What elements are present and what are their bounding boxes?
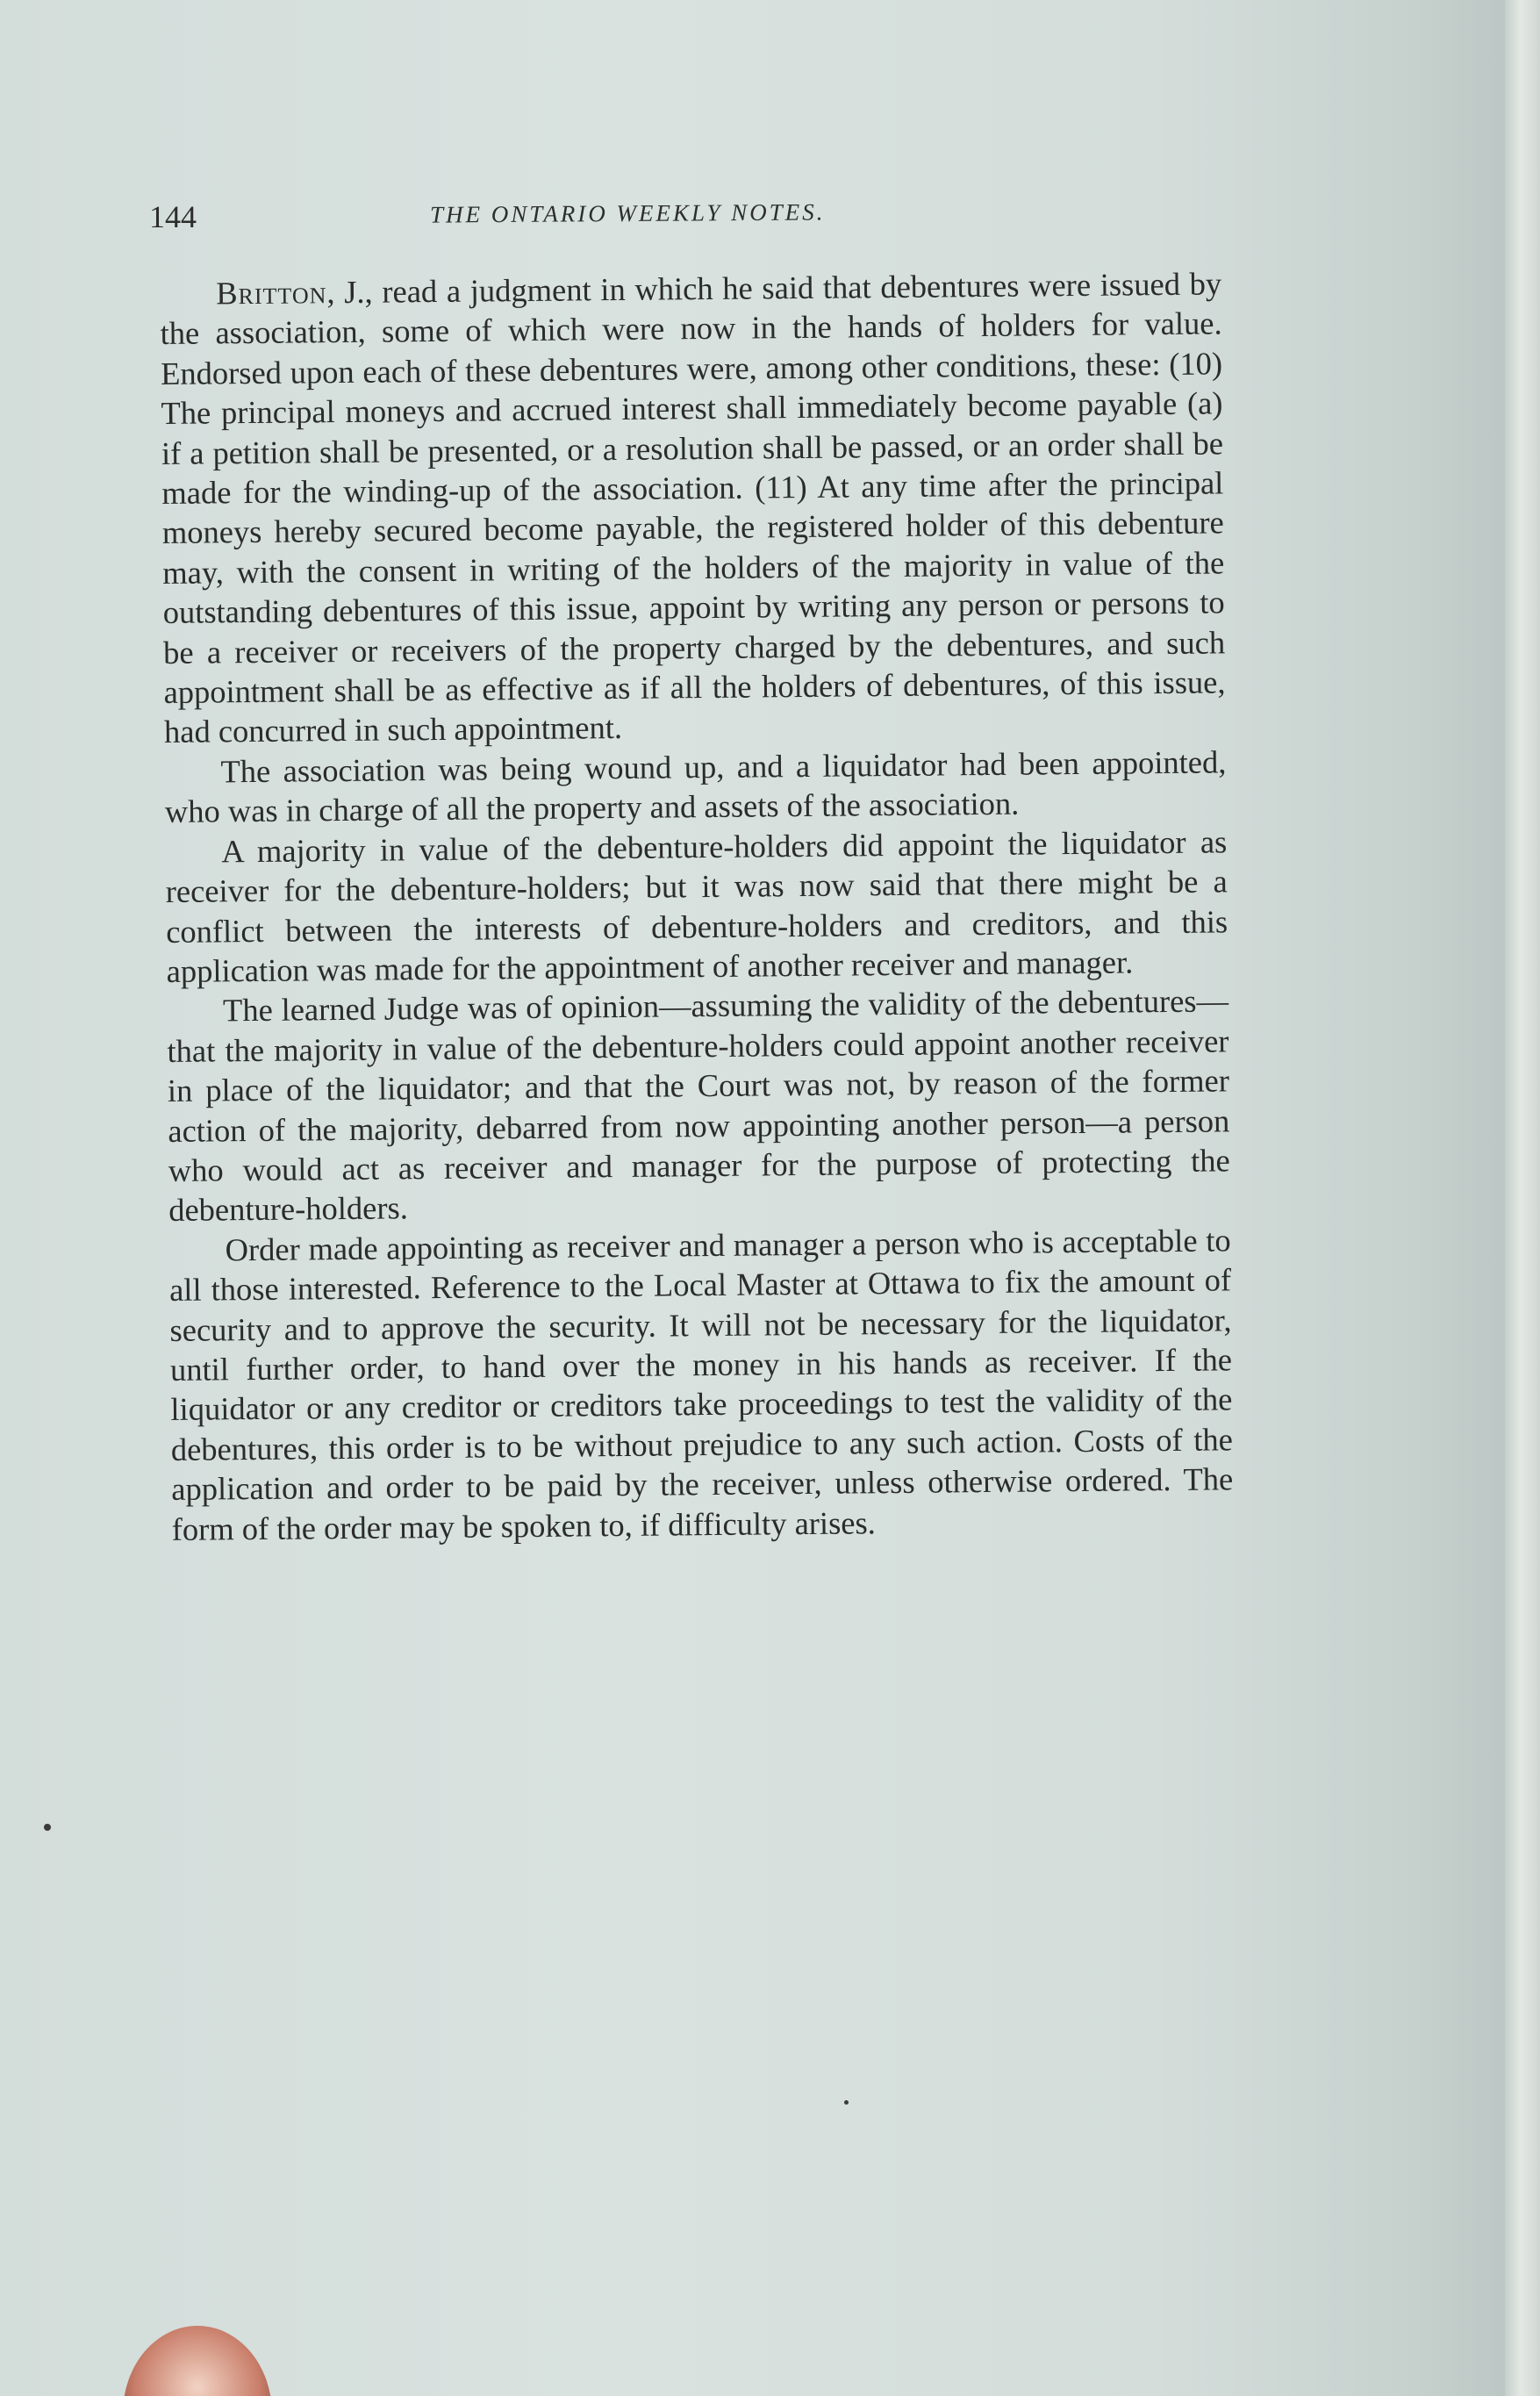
ink-blot — [44, 1824, 51, 1831]
paragraph-4: The learned Judge was of opinion—assuming the validity of the debentures—that the majority in value of the debenture-holders could appoint another receiver in place of the liquidator; and that the Court was not, by reason of the former action of the majority, debarred from now appointing another person—a person who would act as receiver and manager for the purpose of protecting the debenture-holders. — [167, 982, 1230, 1229]
thumb-photo — [123, 2326, 272, 2396]
paragraph-5: Order made appointing as receiver and manager a person who is acceptable to all those interested. Reference to the Local Master at Ottawa to fix the amount of security and to approve the security. It will not be necessary for the liquidator, until further order, to hand over the money in his hands as receiver. If the liquidator or any creditor or creditors take proceedings to test the validity of the debentures, this order is to be without prejudice to any such action. Costs of the application and order to be paid by the receiver, unless otherwise ordered. The form of the order may be spoken to, if difficulty arises. — [168, 1222, 1234, 1547]
ink-blot — [844, 2100, 849, 2105]
paragraph-2: The association was being wound up, and a liquidator had been appointed, who was in charge of all the property and assets of the association. — [164, 743, 1227, 830]
paragraph-1 — [160, 263, 1226, 751]
judge-name: Britton — [216, 274, 327, 312]
running-title: THE ONTARIO WEEKLY NOTES. — [429, 198, 826, 228]
paragraph-1-text: , J., read a judgment in which he said that debentures were issued by the association, some of which were now in the hands of holders for value. Endorsed upon each of these debentures were, among other conditions, these: (10) The principal moneys and accrued interest shall immediately become payable (a) if a petition shall be presented, or a resolution shall be passed, or an order shall be made for the winding-up of the association. (11) At any time after the principal moneys hereby secured become payable, the registered holder of this debenture may, with the consent in writing of the holders of the majority in value of the outstanding debentures of this issue, appoint by writing any person or persons to be a receiver or receivers of the property charged by the debentures, and such appointment shall be as effective as if all the holders of debentures, of this issue, had concurred in such appointment. — [160, 265, 1226, 750]
page-number: 144 — [149, 199, 197, 234]
page-header — [149, 198, 1246, 242]
judgment-text — [160, 263, 1234, 1549]
paragraph-3: A majority in value of the debenture-holders did appoint the liquidator as receiver for the debenture-holders; but it was now said that there might be a conflict between the interests of debenture-holders and creditors, and this application was made for the appointment of another receiver and manager. — [165, 823, 1228, 989]
page-edge — [1505, 0, 1540, 2396]
